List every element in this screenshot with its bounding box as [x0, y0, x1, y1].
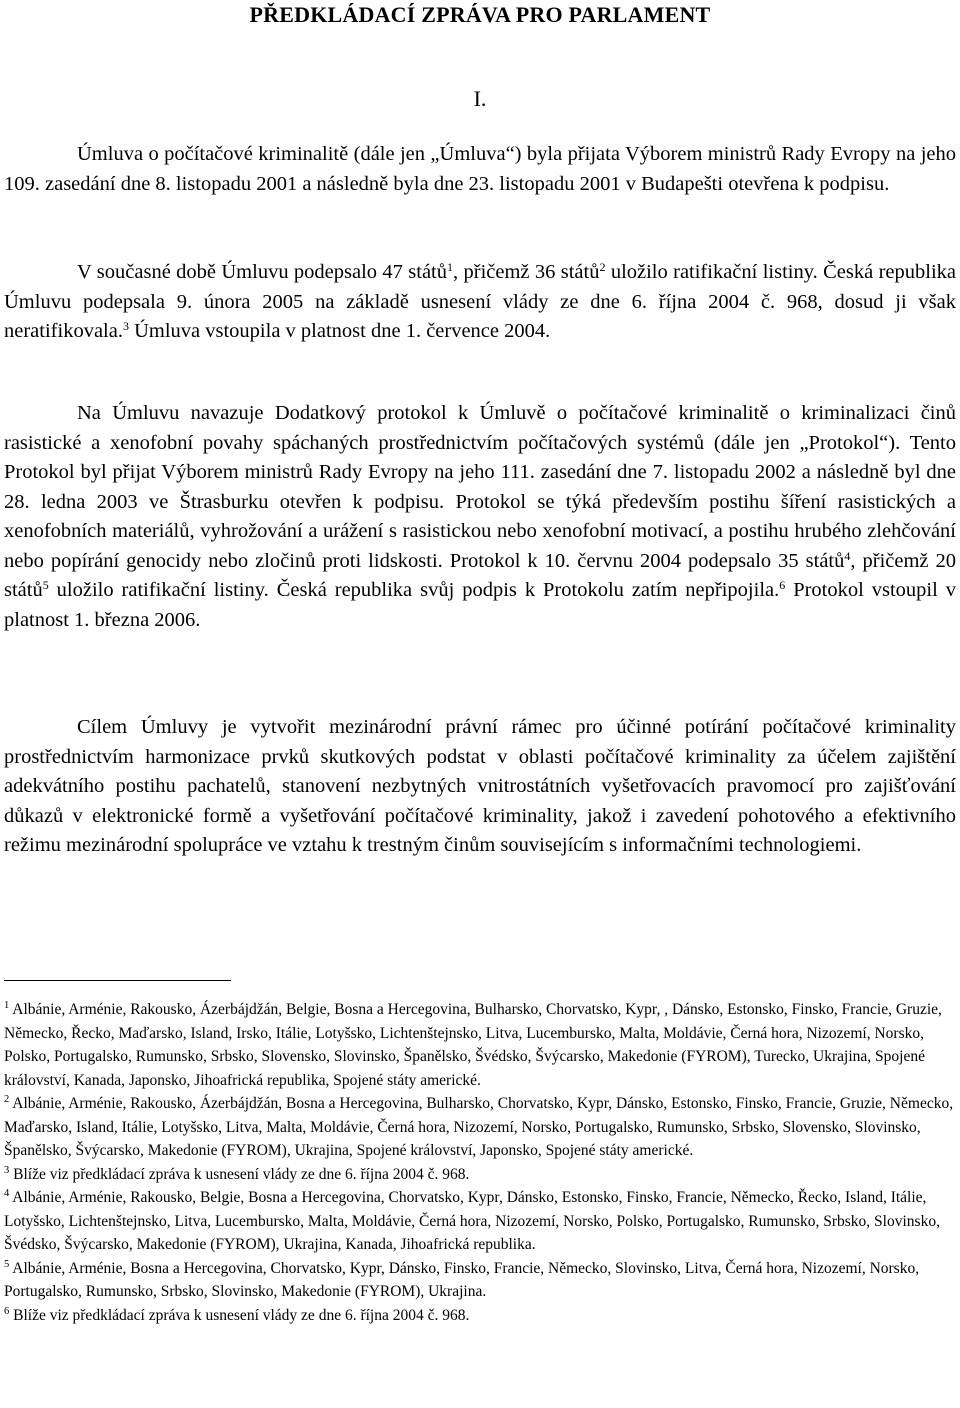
- footnote-3: [4, 1163, 956, 1187]
- footnote-text: Albánie, Arménie, Rakousko, Belgie, Bosna a Hercegovina, Chorvatsko, Kypr, Dánsko, Estonsko, Finsko, Francie, Německo, Řecko, Island, Itálie, Lotyšsko, Lichtenštejnsko, Litva, Lucembursko, Malta, Moldávie, Černá hora, Nizozemí, Norsko, Polsko, Portugalsko, Rumunsko, Srbsko, Slovinsko, Švédsko, Švýcarsko, Makedonie (FYROM), Ukrajina, Kanada, Jihoafrická republika.: [4, 1189, 940, 1253]
- footnote-4: [4, 1186, 956, 1257]
- paragraph-text: uložilo ratifikační listiny. Česká republika svůj podpis k Protokolu zatím nepřipojila.: [48, 579, 780, 601]
- paragraph-text: Úmluva vstoupila v platnost dne 1. července 2004.: [128, 320, 551, 342]
- paragraph-text: , přičemž 20 států: [4, 549, 957, 601]
- paragraph-text: , přičemž 36 států: [453, 261, 600, 283]
- footnote-number: 3: [4, 1164, 10, 1176]
- footnote-number: 4: [4, 1188, 10, 1199]
- footnote-ref: 6: [779, 578, 786, 592]
- paragraph-3: [4, 399, 956, 635]
- footnote-separator: [4, 980, 231, 981]
- footnote-number: 1: [4, 1000, 10, 1011]
- footnote-text: Blíže viz předkládací zpráva k usnesení vlády ze dne 6. října 2004 č. 968.: [13, 1165, 470, 1183]
- paragraph-text: Cílem Úmluvy je vytvořit mezinárodní právní rámec pro účinné potírání počítačové kriminality prostřednictvím harmonizace prvků skutkových podstat v oblasti počítačové kriminality za účelem zajištění adekvátního postihu pachatelů, stanovení nezbytných vnitrostátních vyšetřovacích pravomocí pro zajišťování důkazů v elektronické formě a vyšetřování počítačové kriminality, jakož i zavedení pohotového a efektivního režimu mezinárodní spolupráce ve vztahu k trestným činům souvisejícím s informačními technologiemi.: [4, 716, 956, 856]
- paragraph-text: uložilo ratifikační listiny. Česká republika Úmluvu podepsala 9. února 2005 na základě usnesení vlády ze dne 6. října 2004 č. 968, dosud ji však neratifikovala.: [4, 261, 956, 342]
- paragraph-text: V současné době Úmluvu podepsalo 47 států: [77, 261, 447, 283]
- footnote-number: 6: [4, 1305, 10, 1317]
- footnote-text: Albánie, Arménie, Rakousko, Ázerbájdžán, Belgie, Bosna a Hercegovina, Bulharsko, Chorvatsko, Kypr, , Dánsko, Estonsko, Finsko, Francie, Gruzie, Německo, Řecko, Maďarsko, Island, Irsko, Itálie, Lotyšsko, Lichtenštejnsko, Litva, Lucembursko, Malta, Moldávie, Černá hora, Nizozemí, Norsko, Polsko, Portugalsko, Rumunsko, Srbsko, Slovensko, Slovinsko, Španělsko, Švédsko, Švýcarsko, Makedonie (FYROM), Turecko, Ukrajina, Spojené království, Kanada, Japonsko, Jihoafrická republika, Spojené státy americké.: [4, 1001, 942, 1089]
- footnote-text: Blíže viz předkládací zpráva k usnesení vlády ze dne 6. října 2004 č. 968.: [13, 1306, 470, 1324]
- paragraph-2: [4, 258, 956, 347]
- footnote-2: [4, 1092, 956, 1163]
- footnote-5: [4, 1257, 956, 1304]
- footnote-text: Albánie, Arménie, Rakousko, Ázerbájdžán, Bosna a Hercegovina, Bulharsko, Chorvatsko, Kypr, Dánsko, Estonsko, Finsko, Francie, Gruzie, Německo, Maďarsko, Island, Itálie, Lotyšsko, Litva, Malta, Moldávie, Černá hora, Nizozemí, Norsko, Portugalsko, Rumunsko, Srbsko, Slovensko, Slovinsko, Španělsko, Švýcarsko, Makedonie (FYROM), Ukrajina, Spojené království, Japonsko, Spojené státy americké.: [4, 1095, 954, 1159]
- footnote-ref: 2: [599, 260, 606, 274]
- document-title: PŘEDKLÁDACÍ ZPRÁVA PRO PARLAMENT: [249, 2, 711, 27]
- footnote-text: Albánie, Arménie, Bosna a Hercegovina, Chorvatsko, Kypr, Dánsko, Finsko, Francie, Německo, Slovinsko, Litva, Černá hora, Nizozemí, Norsko, Portugalsko, Rumunsko, Srbsko, Slovinsko, Makedonie (FYROM), Ukrajina.: [4, 1259, 920, 1300]
- footnote-6: [4, 1304, 956, 1328]
- paragraph-text: Protokol vstoupil v platnost 1. března 2006.: [4, 579, 957, 631]
- footnote-ref: 3: [122, 319, 129, 333]
- paragraph-4: [4, 713, 956, 861]
- paragraph-1: [4, 140, 956, 199]
- footnotes: [4, 998, 956, 1327]
- section-number: I.: [473, 86, 487, 111]
- footnote-ref: 1: [447, 260, 453, 274]
- paragraph-text: Úmluva o počítačové kriminalitě (dále jen „Úmluva“) byla přijata Výborem ministrů Rady Evropy na jeho 109. zasedání dne 8. listopadu 2001 a následně byla dne 23. listopadu 2001 v Budapešti otevřena k podpisu.: [4, 143, 956, 195]
- footnote-number: 5: [4, 1258, 10, 1270]
- footnote-ref: 4: [844, 548, 851, 563]
- paragraph-text: Na Úmluvu navazuje Dodatkový protokol k Úmluvě o počítačové kriminalitě o kriminalizaci činů rasistické a xenofobní povahy spáchaných prostřednictvím počítačových systémů (dále jen „Protokol“). Tento Protokol byl přijat Výborem ministrů Rady Evropy na jeho 111. zasedání dne 7. listopadu 2002 a následně byl dne 28. ledna 2003 ve Štrasburku otevřen k podpisu. Protokol se týká především postihu šíření rasistických a xenofobních materiálů, vyhrožování a urážení s rasistickou nebo xenofobní motivací, a postihu hrubého zlehčování nebo popírání genocidy nebo zločinů proti lidskosti. Protokol k 10. červnu 2004 podepsalo 35 států: [4, 402, 956, 572]
- footnote-number: 2: [4, 1094, 10, 1105]
- footnote-ref: 5: [42, 578, 49, 592]
- footnote-1: [4, 998, 956, 1092]
